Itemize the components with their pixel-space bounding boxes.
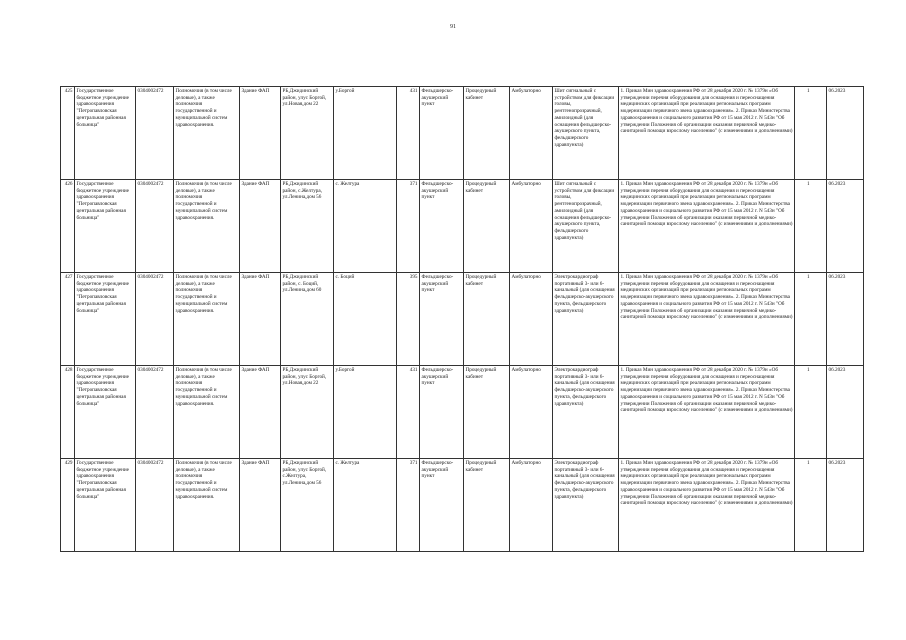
- address: РБ,Джидинский район, с. Боций, ул.Ленина,дом 60: [281, 273, 334, 366]
- row-index: 427: [61, 273, 75, 366]
- settlement: с. Желтура: [334, 180, 397, 273]
- unit-type: Фельдшерско-акушерский пункт: [420, 366, 464, 459]
- table-row: [61, 459, 864, 552]
- unit-type: Фельдшерско-акушерский пункт: [420, 180, 464, 273]
- address: РБ,Джидинский район, улус Боргой, ул.Новая,дом 22: [281, 366, 334, 459]
- equipment-name: Электрокардиограф портативный 3- или 6-канальный (для оснащения фельдшерско-акушерского пункта, фельдшерского здравпункта): [553, 366, 619, 459]
- license-scope: Полномочия (в том числе деловые), а также полномочия государственной и муниципальной систем здравоохранения.: [174, 366, 240, 459]
- settlement: с. Боций: [334, 273, 397, 366]
- address: РБ,Джидинский район, улус Боргой, с.Желтура, ул.Ленина,дом 56: [281, 459, 334, 552]
- care-form: Амбулаторно: [510, 87, 553, 180]
- equipment-name: Электрокардиограф портативный 3- или 6-канальный (для оснащения фельдшерско-акушерского пункта, фельдшерского здравпункта): [553, 459, 619, 552]
- legal-basis: 1. Приказ Мин здравоохранения РФ от 28 декабря 2020 г. № 1379н «Об утверждении перечня оборудования для оснащения и переоснащения медицинских организаций при реализации региональных программ модернизации первичного звена здравоохранения». 2. Приказ Министерства здравоохранения и социального развития РФ от 15 мая 2012 г. N 543н "Об утверждении Положения об организации оказания первичной медико-санитарной помощи взрослому населению" (с изменениями и дополнениями): [619, 273, 795, 366]
- address: РБ,Джидинский район, улус Боргой, ул.Новая,дом 22: [281, 87, 334, 180]
- organization-code: 0304002472: [136, 459, 174, 552]
- organization-name: Государственное бюджетное учреждение здравоохранения "Петропавловская центральная районная больница": [75, 180, 136, 273]
- equipment-name: Шит сигнальный с устройством для фиксации головы, рентгенопрозрачный, амилоидный (для оснащения фельдшерско-акушерского пункта, фельдшерского здравпункта): [553, 180, 619, 273]
- care-form: Амбулаторно: [510, 180, 553, 273]
- legal-basis: 1. Приказ Мин здравоохранения РФ от 28 декабря 2020 г. № 1379н «Об утверждении перечня оборудования для оснащения и переоснащения медицинских организаций при реализации региональных программ модернизации первичного звена здравоохранения». 2. Приказ Министерства здравоохранения и социального развития РФ от 15 мая 2012 г. N 543н "Об утверждении Положения об организации оказания первичной медико-санитарной помощи взрослому населению" (с изменениями и дополнениями): [619, 180, 795, 273]
- unit-type: Фельдшерско-акушерский пункт: [420, 273, 464, 366]
- building-type: Здание ФАП: [240, 459, 281, 552]
- room-type: Процедурный кабинет: [464, 180, 510, 273]
- care-form: Амбулаторно: [510, 273, 553, 366]
- organization-name: Государственное бюджетное учреждение здравоохранения "Петропавловская центральная районная больница": [75, 87, 136, 180]
- quantity: 1: [795, 459, 827, 552]
- quantity: 1: [795, 366, 827, 459]
- building-type: Здание ФАП: [240, 366, 281, 459]
- equipment-name: Электрокардиограф портативный 3- или 6-канальный (для оснащения фельдшерско-акушерского пункта, фельдшерского здравпункта): [553, 273, 619, 366]
- row-index: 428: [61, 366, 75, 459]
- population-served: 371: [397, 459, 420, 552]
- room-type: Процедурный кабинет: [464, 366, 510, 459]
- delivery-date: 06.2023: [827, 366, 864, 459]
- legal-basis: 1. Приказ Мин здравоохранения РФ от 28 декабря 2020 г. № 1379н «Об утверждении перечня оборудования для оснащения и переоснащения медицинских организаций при реализации региональных программ модернизации первичного звена здравоохранения». 2. Приказ Министерства здравоохранения и социального развития РФ от 15 мая 2012 г. N 543н "Об утверждении Положения об организации оказания первичной медико-санитарной помощи взрослому населению" (с изменениями и дополнениями): [619, 87, 795, 180]
- quantity: 1: [795, 180, 827, 273]
- organization-code: 0304002472: [136, 87, 174, 180]
- quantity: 1: [795, 273, 827, 366]
- organization-code: 0304002472: [136, 366, 174, 459]
- settlement: у.Боргой: [334, 87, 397, 180]
- delivery-date: 06.2023: [827, 87, 864, 180]
- room-type: Процедурный кабинет: [464, 459, 510, 552]
- population-served: 431: [397, 366, 420, 459]
- building-type: Здание ФАП: [240, 273, 281, 366]
- equipment-name: Шит сигнальный с устройством для фиксации головы, рентгенопрозрачный, амилоидный (для оснащения фельдшерско-акушерского пункта, фельдшерского здравпункта): [553, 87, 619, 180]
- settlement: с. Желтура: [334, 459, 397, 552]
- license-scope: Полномочия (в том числе деловые), а также полномочия государственной и муниципальной систем здравоохранения.: [174, 87, 240, 180]
- unit-type: Фельдшерско-акушерский пункт: [420, 87, 464, 180]
- care-form: Амбулаторно: [510, 366, 553, 459]
- address: РБ,Джидинский район, с.Желтура, ул.Ленина,дом 56: [281, 180, 334, 273]
- organization-name: Государственное бюджетное учреждение здравоохранения "Петропавловская центральная районная больница": [75, 459, 136, 552]
- delivery-date: 06.2023: [827, 180, 864, 273]
- table-row: [61, 273, 864, 366]
- page-number: 91: [450, 24, 456, 30]
- population-served: 395: [397, 273, 420, 366]
- population-served: 371: [397, 180, 420, 273]
- table-row: [61, 87, 864, 180]
- population-served: 431: [397, 87, 420, 180]
- room-type: Процедурный кабинет: [464, 273, 510, 366]
- delivery-date: 06.2023: [827, 459, 864, 552]
- license-scope: Полномочия (в том числе деловые), а также полномочия государственной и муниципальной систем здравоохранения.: [174, 180, 240, 273]
- organization-code: 0304002472: [136, 180, 174, 273]
- organization-name: Государственное бюджетное учреждение здравоохранения "Петропавловская центральная районная больница": [75, 366, 136, 459]
- room-type: Процедурный кабинет: [464, 87, 510, 180]
- delivery-date: 06.2023: [827, 273, 864, 366]
- building-type: Здание ФАП: [240, 180, 281, 273]
- license-scope: Полномочия (в том числе деловые), а также полномочия государственной и муниципальной систем здравоохранения.: [174, 273, 240, 366]
- unit-type: Фельдшерско-акушерский пункт: [420, 459, 464, 552]
- legal-basis: 1. Приказ Мин здравоохранения РФ от 28 декабря 2020 г. № 1379н «Об утверждении перечня оборудования для оснащения и переоснащения медицинских организаций при реализации региональных программ модернизации первичного звена здравоохранения». 2. Приказ Министерства здравоохранения и социального развития РФ от 15 мая 2012 г. N 543н "Об утверждении Положения об организации оказания первичной медико-санитарной помощи взрослому населению" (с изменениями и дополнениями): [619, 459, 795, 552]
- organization-code: 0304002472: [136, 273, 174, 366]
- row-index: 425: [61, 87, 75, 180]
- legal-basis: 1. Приказ Мин здравоохранения РФ от 28 декабря 2020 г. № 1379н «Об утверждении перечня оборудования для оснащения и переоснащения медицинских организаций при реализации региональных программ модернизации первичного звена здравоохранения». 2. Приказ Министерства здравоохранения и социального развития РФ от 15 мая 2012 г. N 543н "Об утверждении Положения об организации оказания первичной медико-санитарной помощи взрослому населению" (с изменениями и дополнениями): [619, 366, 795, 459]
- settlement: у.Боргой: [334, 366, 397, 459]
- table-row: [61, 180, 864, 273]
- row-index: 429: [61, 459, 75, 552]
- organization-name: Государственное бюджетное учреждение здравоохранения "Петропавловская центральная районная больница": [75, 273, 136, 366]
- table-row: [61, 366, 864, 459]
- row-index: 426: [61, 180, 75, 273]
- building-type: Здание ФАП: [240, 87, 281, 180]
- quantity: 1: [795, 87, 827, 180]
- care-form: Амбулаторно: [510, 459, 553, 552]
- equipment-register-table: [60, 86, 864, 552]
- license-scope: Полномочия (в том числе деловые), а также полномочия государственной и муниципальной систем здравоохранения.: [174, 459, 240, 552]
